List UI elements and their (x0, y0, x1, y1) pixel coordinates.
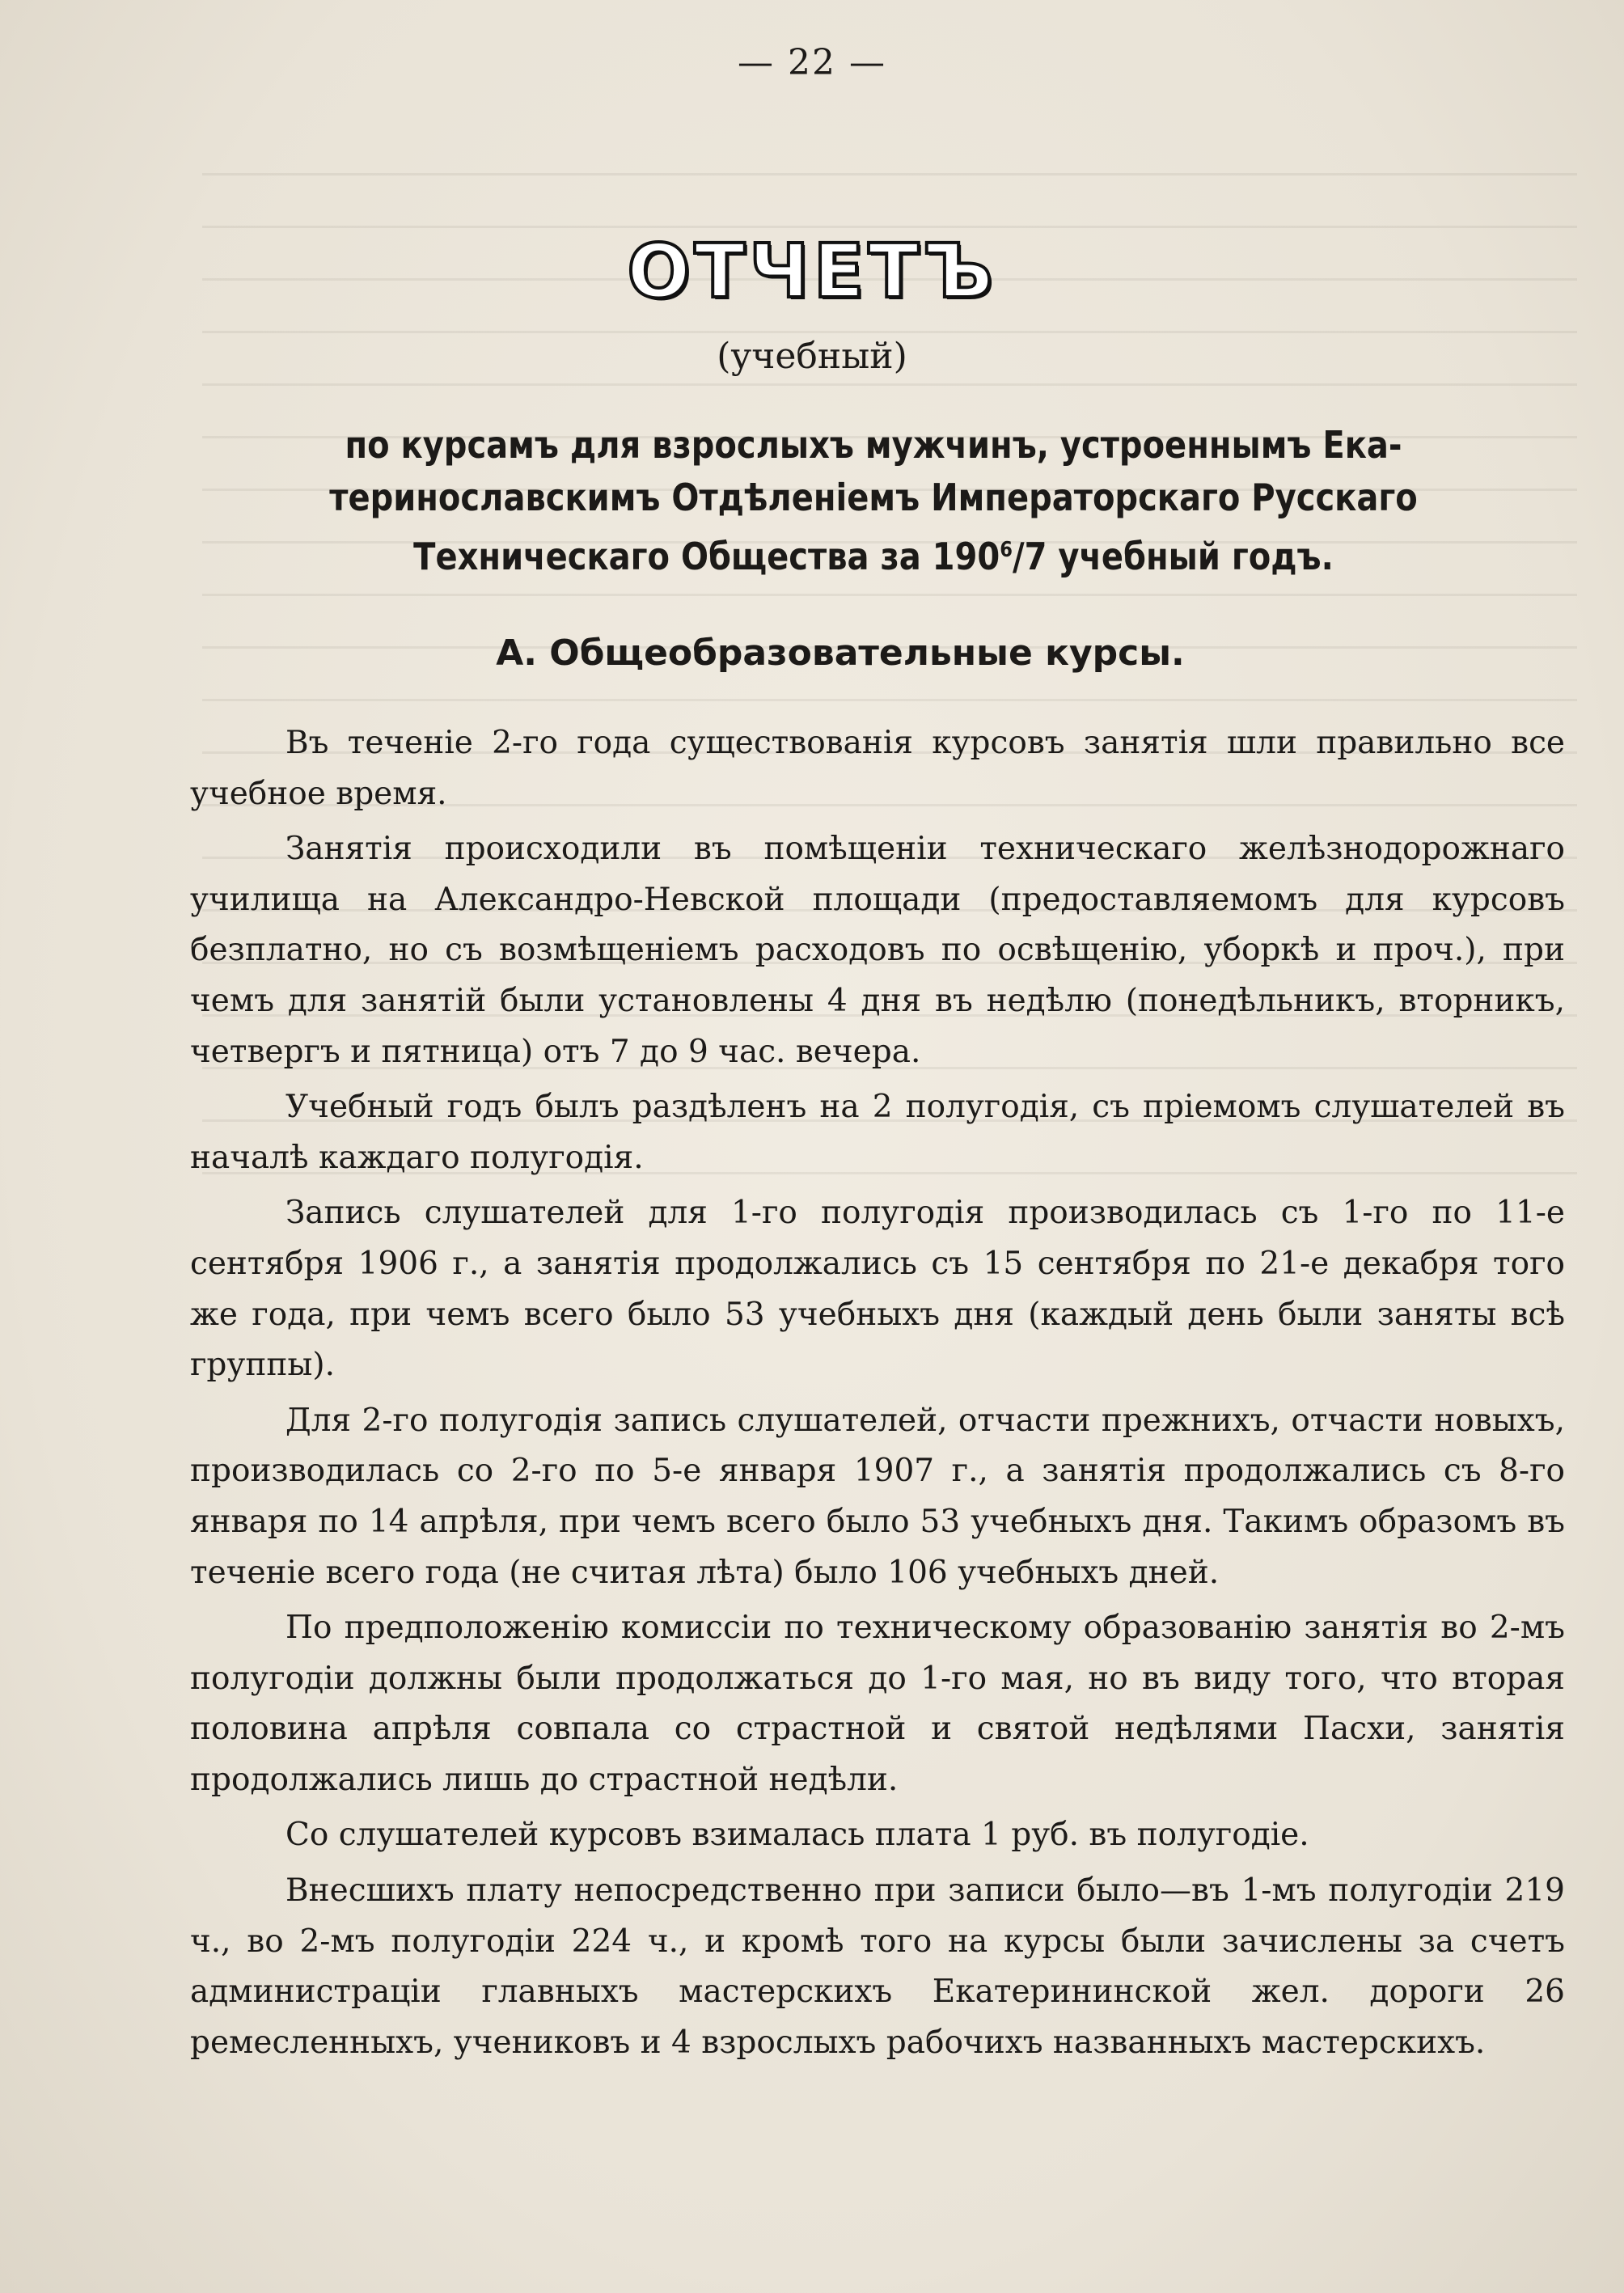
paragraph: Учебный годъ былъ раздѣленъ на 2 полугодія, съ пріемомъ слушателей въ началѣ каждаго полугодія. (190, 1089, 1565, 1176)
report-heading-line-1: по курсамъ для взрослыхъ мужчинъ, устроеннымъ Ека- (345, 423, 1402, 467)
heading-line-3-prefix: Техническаго Общества за 190 (413, 535, 1000, 578)
heading-line-3-suffix: /7 учебный годъ. (1012, 535, 1334, 578)
paragraph: Въ теченіе 2-го года существованія курсовъ занятія шли правильно все учебное время. (190, 725, 1565, 812)
paragraph: Со слушателей курсовъ взималась плата 1 руб. въ полугодіе. (285, 1817, 1309, 1854)
heading-line-3-superscript: 6 (1000, 538, 1013, 562)
paragraph: Внесшихъ плату непосредственно при записи было—въ 1-мъ полугодіи 219 ч., во 2-мъ полугодіи 224 ч., и кромѣ того на курсы были зачислены за счетъ администраціи главныхъ мастерскихъ Екатерининской жел. дороги 26 ремесленныхъ, учениковъ и 4 взрослыхъ рабочихъ названныхъ мастерскихъ. (190, 1872, 1565, 2061)
page-number: — 22 — (738, 42, 886, 83)
paragraph: Запись слушателей для 1-го полугодія производилась съ 1-го по 11-е сентября 1906 г., а занятія продолжались съ 15 сентября по 21-е декабря того же года, при чемъ всего было 53 учебныхъ дня (каждый день были заняты всѣ группы). (190, 1195, 1565, 1384)
body-text (190, 718, 1565, 2073)
report-title: ОТЧЕТЪ (627, 228, 997, 315)
report-heading-line-2: теринославскимъ Отдѣленіемъ Императорскаго Русскаго (329, 476, 1418, 519)
paragraph: Для 2-го полугодія запись слушателей, отчасти прежнихъ, отчасти новыхъ, производилась со 2-го по 5-е января 1907 г., а занятія продолжались съ 8-го января по 14 апрѣля, при чемъ всего было 53 учебныхъ дня. Такимъ образомъ въ теченіе всего года (не считая лѣта) было 106 учебныхъ дней. (190, 1402, 1565, 1591)
report-heading-line-3 (276, 522, 1472, 585)
section-heading: А. Общеобразовательные курсы. (496, 632, 1185, 674)
report-subtitle: (учебный) (717, 336, 907, 377)
paragraph: Занятія происходили въ помѣщеніи техническаго желѣзнодорожнаго училища на Александро-Невской площади (предоставляемомъ для курсовъ безплатно, но съ возмѣщеніемъ расходовъ по освѣщенію, уборкѣ и проч.), при чемъ для занятій были установлены 4 дня въ недѣлю (понедѣльникъ, вторникъ, четвергъ и пятница) отъ 7 до 9 час. вечера. (190, 831, 1565, 1070)
paragraph: По предположенію комиссіи по техническому образованію занятія во 2-мъ полугодіи должны были продолжаться до 1-го мая, но въ виду того, что вторая половина апрѣля совпала со страстной и святой недѣлями Пасхи, занятія продолжались лишь до страстной недѣли. (190, 1610, 1565, 1798)
